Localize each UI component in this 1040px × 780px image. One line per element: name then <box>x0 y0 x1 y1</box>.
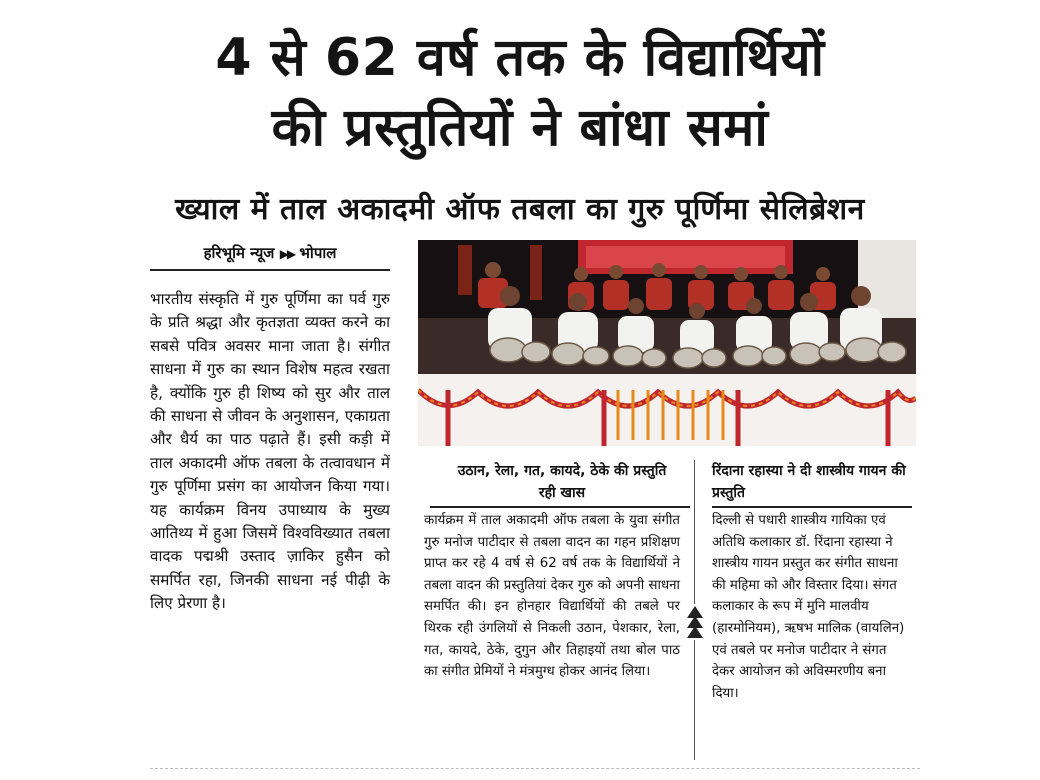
right-column-heading: रिंदाना रहास्या ने दी शास्त्रीय गायन की प्रस्तुति <box>712 463 906 501</box>
dateline-city: भोपाल <box>299 244 337 262</box>
headline-line-1: 4 से 62 वर्ष तक के विद्यार्थियों <box>215 28 825 88</box>
bottom-divider <box>150 768 920 769</box>
left-column-text: भारतीय संस्कृति में गुरु पूर्णिमा का पर्व गुरु के प्रति श्रद्धा और कृतज्ञता व्यक्त करने का सबसे पवित्र अवसर माना जाता है। संगीत साधना में गुरु का स्थान विशेष महत्व रखता है, क्योंकि गुरु ही शिष्य को सुर और ताल की साधना से जीवन के अनुशासन, एकाग्रता और धैर्य का पाठ पढ़ाते हैं। इसी कड़ी में ताल अकादमी ऑफ तबला के तत्वावधान में गुरु पूर्णिमा प्रसंग का आयोजन किया गया। यह कार्यक्रम विनय उपाध्याय के मुख्य आतिथ्य में हुआ जिसमें विश्वविख्यात तबला वादक पद्मश्री उस्ताद ज़ाकिर हुसैन को समर्पित रहा, जिनकी साधना नई पीढ़ी के लिए प्रेरणा है। <box>150 290 390 613</box>
dateline-source: हरिभूमि न्यूज <box>203 244 275 262</box>
middle-column-heading: उठान, रेला, गत, कायदे, ठेके की प्रस्तुति रही खास <box>457 463 667 501</box>
middle-heading-rule <box>430 506 690 508</box>
up-arrow-icon <box>685 604 705 640</box>
dateline <box>150 243 390 271</box>
play-arrows-icon: ▶▶ <box>279 247 295 261</box>
right-column-text: दिल्ली से पधारी शास्त्रीय गायिका एवं अतिथि कलाकार डॉ. रिंदाना रहास्या ने शास्त्रीय गायन प्रस्तुत कर संगीत साधना की महिमा को और विस्तार दिया। संगत कलाकार के रूप में मुनि मालवीय (हारमोनियम), ऋषभ मालिक (वायलिन) एवं तबले पर मनोज पाटीदार ने संगत देकर आयोजन को अविस्मरणीय बना दिया। <box>712 513 905 701</box>
headline-line-2: की प्रस्तुतियों ने बांधा समां <box>271 98 769 158</box>
event-photo <box>418 240 916 446</box>
subheadline: ख्याल में ताल अकादमी ऑफ तबला का गुरु पूर्णिमा सेलिब्रेशन <box>175 192 865 227</box>
middle-column-text: कार्यक्रम में ताल अकादमी ऑफ तबला के युवा संगीत गुरु मनोज पाटीदार से तबला वादन का गहन प्रशिक्षण प्राप्त कर रहे 4 वर्ष से 62 वर्ष तक के विद्यार्थियों ने तबला वादन की प्रस्तुतियां देकर गुरु को अपनी साधना समर्पित की। इन होनहार विद्यार्थियों की तबले पर थिरक रही उंगलियों से निकली उठान, पेशकार, रेला, गत, कायदे, ठेके, दुगुन और तिहाइयों तथा बोल पाठ का संगीत प्रेमियों ने मंत्रमुग्ध होकर आनंद लिया। <box>424 513 680 680</box>
right-heading-rule <box>712 506 912 508</box>
